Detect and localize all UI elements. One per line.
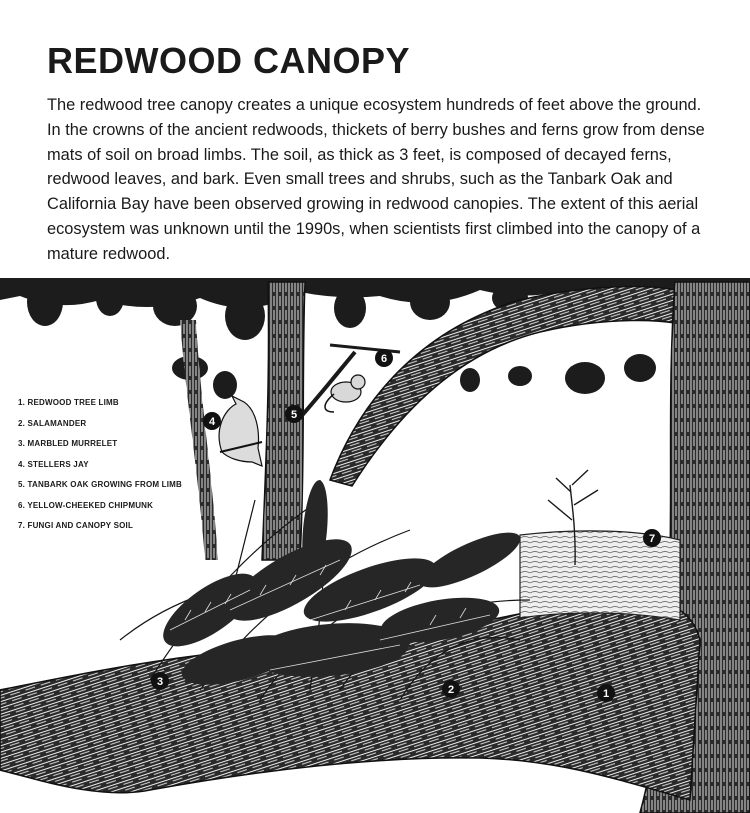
- legend-item: 5. TANBARK OAK GROWING FROM LIMB: [18, 480, 183, 489]
- intro-paragraph: The redwood tree canopy creates a unique ecosystem hundreds of feet above the ground. In the crowns of the ancient redwoods, thickets of berry bushes and ferns grow from dense mats of soil on broad limbs. The soil, as thick as 3 feet, is composed of decayed ferns, redwood leaves, and bark. Even small trees and shrubs, such as the Tanbark Oak and California Bay have been observed growing in redwood canopies. The extent of this aerial ecosystem was unknown until the 1990s, when scientists first climbed into the canopy of a mature redwood.: [47, 96, 705, 263]
- marker-6: [375, 349, 393, 367]
- legend-item: 3. MARBLED MURRELET: [18, 439, 118, 448]
- marker-6-label: 6: [380, 353, 388, 365]
- marker-3-label: 3: [156, 676, 164, 688]
- marker-7: [643, 529, 661, 547]
- legend: [18, 398, 182, 542]
- marker-2-label: 2: [447, 684, 455, 696]
- marker-3: [151, 672, 169, 690]
- legend-item: 4. STELLERS JAY: [18, 459, 89, 469]
- marker-4: [203, 412, 221, 430]
- legend-item: 7. FUNGI AND CANOPY SOIL: [18, 521, 134, 530]
- marker-5: [285, 405, 303, 423]
- thin-trunk: [180, 320, 218, 560]
- legend-item: 2. SALAMANDER: [18, 418, 87, 428]
- arching-limb: [330, 287, 700, 487]
- marker-5-label: 5: [290, 409, 298, 421]
- marker-1-label: 1: [602, 688, 610, 700]
- marker-1: [597, 684, 615, 702]
- marker-7-label: 7: [648, 533, 656, 545]
- stellers-jay: [219, 396, 262, 466]
- page-title: REDWOOD CANOPY: [47, 40, 411, 81]
- canopy-illustration: [0, 278, 750, 813]
- marker-2: [442, 680, 460, 698]
- legend-item: 1. REDWOOD TREE LIMB: [18, 398, 119, 407]
- marker-4-label: 4: [208, 416, 216, 428]
- legend-item: 6. YELLOW-CHEEKED CHIPMUNK: [18, 500, 154, 510]
